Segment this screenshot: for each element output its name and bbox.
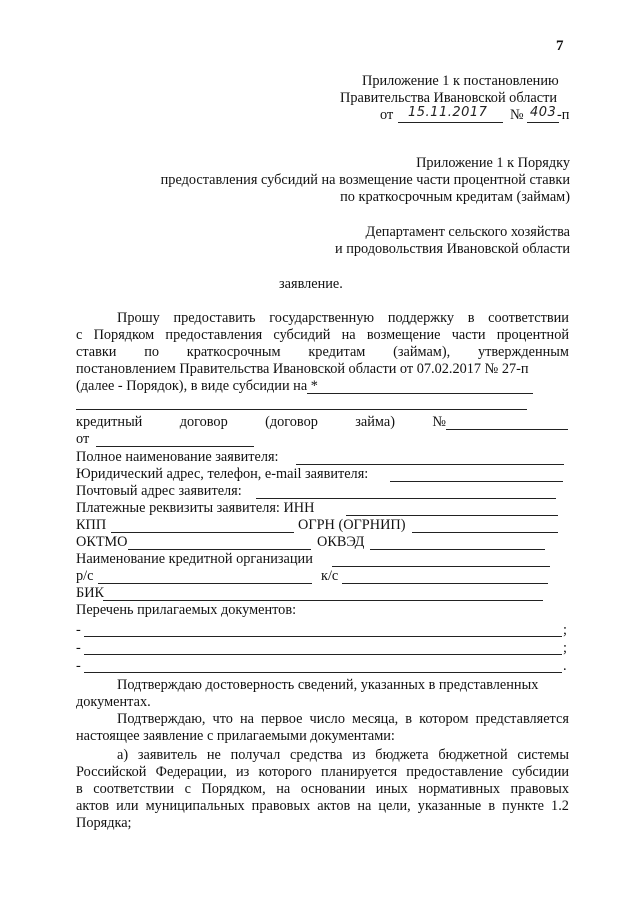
appendix-line-1: Приложение 1 к постановлению	[362, 73, 559, 89]
page-number: 7	[556, 38, 564, 54]
appendix-number-prefix: №	[510, 107, 524, 123]
doc-item-field[interactable]	[84, 672, 562, 673]
postal-address-label: Почтовый адрес заявителя:	[76, 483, 242, 499]
kpp-field[interactable]	[111, 532, 294, 533]
credit-agreement-line: кредитный договор (договор займа) №	[76, 414, 446, 430]
item-a-line-4: актов или муниципальных правовых актов на цели, указанные в пункте 1.2	[76, 798, 569, 814]
credit-org-label: Наименование кредитной организации	[76, 551, 313, 567]
corr-account-label: к/с	[321, 568, 339, 584]
doc-item-end: ;	[563, 640, 567, 656]
item-a-line-1: а) заявитель не получал средства из бюджета бюджетной системы	[117, 747, 569, 763]
kpp-label: КПП	[76, 517, 107, 533]
oktmo-field[interactable]	[128, 549, 311, 550]
appendix-number-suffix: -п	[557, 107, 570, 123]
ogrn-label: ОГРН (ОГРНИП)	[298, 517, 406, 533]
procedure-line-1: Приложение 1 к Порядку	[416, 155, 570, 171]
payment-details-label: Платежные реквизиты заявителя: ИНН	[76, 500, 315, 516]
legal-address-label: Юридический адрес, телефон, e-mail заявителя:	[76, 466, 369, 482]
legal-address-field[interactable]	[390, 481, 563, 482]
inn-field[interactable]	[346, 515, 558, 516]
full-name-label: Полное наименование заявителя:	[76, 449, 279, 465]
oktmo-label: ОКТМО	[76, 534, 128, 550]
appendix-date-handwritten: 15.11.2017	[408, 105, 488, 120]
request-line-5: (далее - Порядок), в виде субсидии на *	[76, 378, 318, 394]
subsidy-purpose-field-2[interactable]	[76, 409, 527, 410]
appendix-number-underline	[527, 122, 559, 123]
postal-address-field[interactable]	[256, 498, 556, 499]
appendix-date-prefix: от	[380, 107, 394, 123]
item-a-line-3: в соответствии с Порядком, на основании иных нормативных правовых	[76, 781, 569, 797]
addressee-line-2: и продовольствия Ивановской области	[334, 241, 570, 257]
account-field[interactable]	[98, 583, 312, 584]
doc-item-end: ;	[563, 622, 567, 638]
request-line-4: постановлением Правительства Ивановской области от 07.02.2017 № 27-п	[76, 361, 529, 377]
doc-item-bullet: -	[76, 640, 81, 656]
confirm1-line-1: Подтверждаю достоверность сведений, указанных в представленных	[117, 677, 539, 693]
procedure-line-3: по краткосрочным кредитам (займам)	[340, 189, 570, 205]
corr-account-field[interactable]	[342, 583, 548, 584]
doc-item-field[interactable]	[84, 654, 562, 655]
doc-item-bullet: -	[76, 658, 81, 674]
ogrn-field[interactable]	[412, 532, 558, 533]
confirm1-line-2: документах.	[76, 694, 151, 710]
item-a-line-2: Российской Федерации, из которого планируется предоставление субсидии	[76, 764, 569, 780]
request-line-3: ставки по краткосрочным кредитам (займам), утвержденным	[76, 344, 569, 360]
doc-item-end: .	[563, 658, 567, 674]
account-label: р/с	[76, 568, 94, 584]
request-line-2: с Порядком предоставления субсидий на возмещение части процентной	[76, 327, 569, 343]
confirm2-line-1: Подтверждаю, что на первое число месяца, в котором представляется	[117, 711, 569, 727]
doc-item-field[interactable]	[84, 636, 562, 637]
procedure-line-2: предоставления субсидий на возмещение части процентной ставки	[160, 172, 570, 188]
appendix-date-underline	[398, 122, 503, 123]
credit-number-field[interactable]	[446, 429, 568, 430]
addressee-line-1: Департамент сельского хозяйства	[365, 224, 570, 240]
doc-item-bullet: -	[76, 622, 81, 638]
bik-field[interactable]	[103, 600, 543, 601]
subsidy-purpose-field[interactable]	[307, 393, 533, 394]
credit-org-field[interactable]	[332, 566, 550, 567]
confirm2-line-2: настоящее заявление с прилагаемыми документами:	[76, 728, 395, 744]
credit-date-field[interactable]	[96, 446, 254, 447]
credit-from-label: от	[76, 431, 90, 447]
item-a-line-5: Порядка;	[76, 815, 132, 831]
okved-label: ОКВЭД	[317, 534, 365, 550]
bik-label: БИК	[76, 585, 105, 601]
document-title: заявление.	[279, 276, 343, 292]
okved-field[interactable]	[370, 549, 545, 550]
request-line-1: Прошу предоставить государственную поддержку в соответствии	[117, 310, 569, 326]
appendix-number-handwritten: 403	[530, 105, 557, 120]
documents-list-label: Перечень прилагаемых документов:	[76, 602, 297, 618]
appendix-line-2: Правительства Ивановской области	[340, 90, 557, 106]
full-name-field[interactable]	[296, 464, 564, 465]
